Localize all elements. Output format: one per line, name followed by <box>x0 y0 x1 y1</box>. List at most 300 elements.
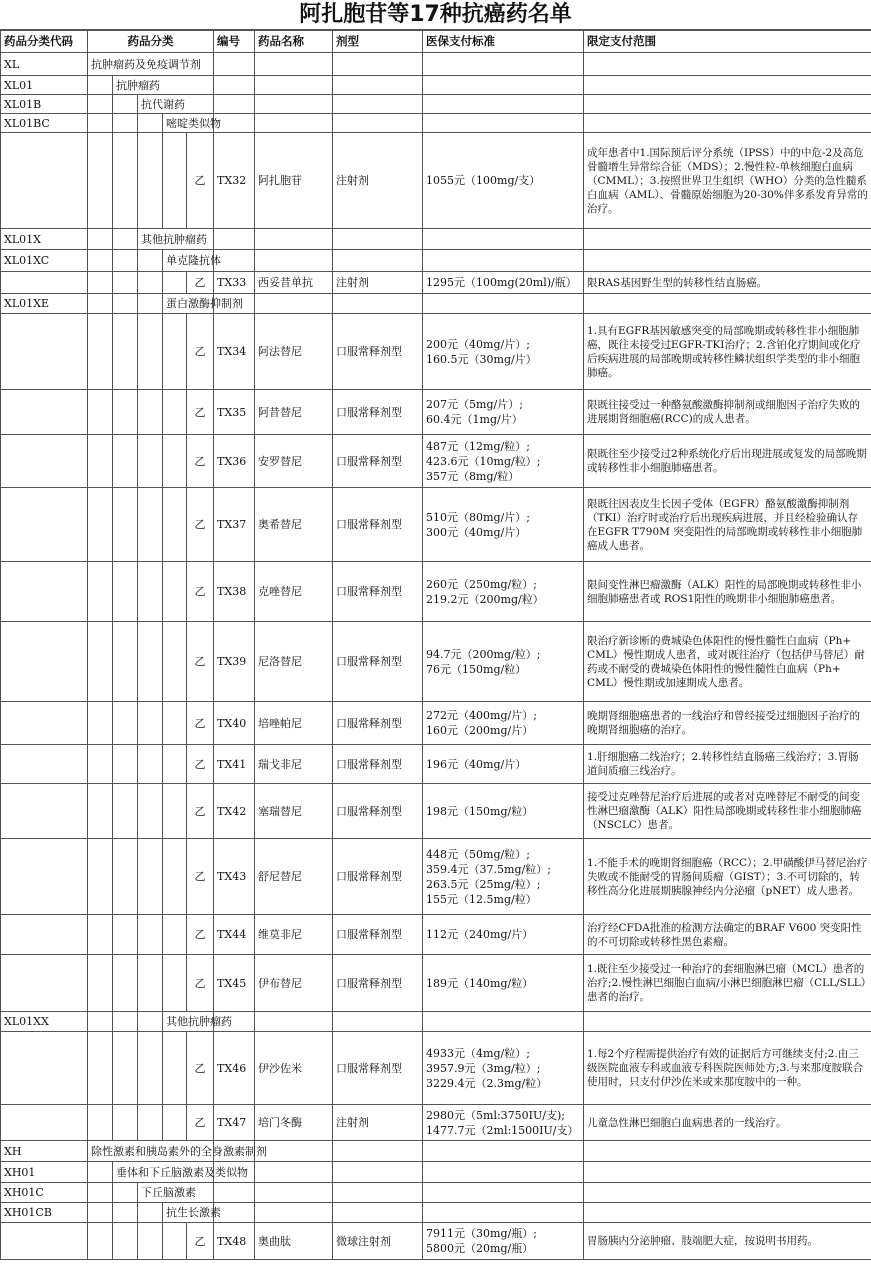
drug-row <box>1 562 871 622</box>
category-label: 嘧啶类似物 <box>163 114 214 133</box>
header-code: 药品分类代码 <box>1 31 88 53</box>
price-line: 4933元（4mg/粒）; <box>426 1046 530 1060</box>
category-row <box>1 76 871 95</box>
code-cell <box>1 390 88 435</box>
price-cell <box>423 784 584 839</box>
price-line: 1477.7元（2ml:1500IU/支） <box>426 1123 579 1137</box>
drug-class: 乙 <box>187 390 214 435</box>
indent-cell <box>138 1012 163 1032</box>
indent-cell <box>88 435 113 488</box>
code-cell <box>1 272 88 294</box>
price-line: 198元（150mg/粒） <box>426 804 534 818</box>
code-cell <box>1 314 88 390</box>
code-cell <box>1 1223 88 1260</box>
drug-class: 乙 <box>187 839 214 915</box>
drug-list-table <box>0 30 871 1260</box>
drug-row <box>1 133 871 229</box>
indent-cell <box>138 915 163 955</box>
category-row <box>1 1183 871 1203</box>
dosage-form: 口服常释剂型 <box>333 839 423 915</box>
empty-price-cell <box>423 114 584 133</box>
indent-cell <box>113 1183 138 1203</box>
category-row <box>1 95 871 114</box>
empty-scope-cell <box>584 114 871 133</box>
price-cell <box>423 915 584 955</box>
price-line: 207元（5mg/片）; <box>426 398 523 411</box>
indent-cell <box>138 955 163 1012</box>
empty-price-cell <box>423 1203 584 1223</box>
category-row <box>1 1141 871 1162</box>
indent-cell <box>88 702 113 745</box>
code-cell <box>1 562 88 622</box>
indent-cell <box>163 955 187 1012</box>
scope-cell: 成年患者中1.国际预后评分系统（IPSS）中的中危-2及高危骨髓增生异常综合征（MDS）；2.慢性粒-单核细胞白血病（CMML）；3.按照世界卫生组织（WHO）分类的急性髓系白血病（AML）、骨髓原始细胞为20-30%伴多系发育异常的治疗。 <box>584 133 871 229</box>
price-cell <box>423 562 584 622</box>
indent-cell <box>113 784 138 839</box>
drug-name: 克唑替尼 <box>255 562 333 622</box>
category-code: XH01C <box>1 1183 88 1203</box>
scope-cell: 接受过克唑替尼治疗后进展的或者对克唑替尼不耐受的间变性淋巴瘤激酶（ALK）阳性局部晚期或转移性非小细胞肺癌（NSCLC）患者。 <box>584 784 871 839</box>
drug-class: 乙 <box>187 955 214 1012</box>
scope-cell: 限间变性淋巴瘤激酶（ALK）阳性的局部晚期或转移性非小细胞肺癌患者或 ROS1阳性的晚期非小细胞肺癌患者。 <box>584 562 871 622</box>
header-price: 医保支付标准 <box>423 31 584 53</box>
indent-cell <box>88 955 113 1012</box>
empty-name-cell <box>255 250 333 272</box>
price-cell <box>423 622 584 702</box>
indent-cell <box>138 1203 163 1223</box>
indent-cell <box>113 702 138 745</box>
category-label: 抗肿瘤药及免疫调节剂 <box>88 53 214 76</box>
price-line: 263.5元（25mg/粒）; <box>426 877 541 891</box>
empty-price-cell <box>423 53 584 76</box>
category-code: XH <box>1 1141 88 1162</box>
category-row <box>1 294 871 314</box>
drug-number: TX45 <box>214 955 255 1012</box>
indent-cell <box>113 294 138 314</box>
empty-price-cell <box>423 95 584 114</box>
empty-scope-cell <box>584 1203 871 1223</box>
indent-cell <box>138 784 163 839</box>
drug-name: 阿昔替尼 <box>255 390 333 435</box>
drug-number: TX43 <box>214 839 255 915</box>
empty-form-cell <box>333 114 423 133</box>
header-category: 药品分类 <box>88 31 214 53</box>
drug-class: 乙 <box>187 784 214 839</box>
indent-cell <box>163 1105 187 1141</box>
indent-cell <box>88 390 113 435</box>
dosage-form: 口服常释剂型 <box>333 390 423 435</box>
document-title: 阿扎胞苷等17种抗癌药名单 <box>0 0 871 30</box>
empty-name-cell <box>255 294 333 314</box>
indent-cell <box>113 133 138 229</box>
drug-name: 塞瑞替尼 <box>255 784 333 839</box>
indent-cell <box>88 314 113 390</box>
indent-cell <box>88 1105 113 1141</box>
drug-number: TX46 <box>214 1032 255 1105</box>
empty-form-cell <box>333 294 423 314</box>
drug-class: 乙 <box>187 1105 214 1141</box>
indent-cell <box>88 622 113 702</box>
indent-cell <box>113 272 138 294</box>
indent-cell <box>163 562 187 622</box>
indent-cell <box>113 95 138 114</box>
drug-class: 乙 <box>187 435 214 488</box>
drug-number: TX40 <box>214 702 255 745</box>
category-label: 抗代谢药 <box>138 95 214 114</box>
empty-name-cell <box>255 1012 333 1032</box>
indent-cell <box>88 562 113 622</box>
indent-cell <box>88 784 113 839</box>
indent-cell <box>138 114 163 133</box>
header-form: 剂型 <box>333 31 423 53</box>
indent-cell <box>88 745 113 784</box>
drug-row <box>1 1032 871 1105</box>
dosage-form: 口服常释剂型 <box>333 702 423 745</box>
code-cell <box>1 784 88 839</box>
code-cell <box>1 955 88 1012</box>
empty-price-cell <box>423 76 584 95</box>
indent-cell <box>88 1203 113 1223</box>
indent-cell <box>113 1105 138 1141</box>
price-cell <box>423 133 584 229</box>
indent-cell <box>113 250 138 272</box>
price-line: 448元（50mg/粒）; <box>426 847 530 861</box>
price-line: 3229.4元（2.3mg/粒） <box>426 1076 548 1090</box>
drug-number: TX39 <box>214 622 255 702</box>
drug-row <box>1 435 871 488</box>
indent-cell <box>88 95 113 114</box>
empty-name-cell <box>255 1183 333 1203</box>
indent-cell <box>163 915 187 955</box>
drug-name: 培唑帕尼 <box>255 702 333 745</box>
drug-class: 乙 <box>187 488 214 562</box>
scope-cell: 1.每2个疗程需提供治疗有效的证据后方可继续支付;2.由三级医院血液专科或血液专科医院医师处方;3.与来那度胺联合使用时，只支付伊沙佐米或来那度胺中的一种。 <box>584 1032 871 1105</box>
indent-cell <box>88 1032 113 1105</box>
indent-cell <box>138 314 163 390</box>
empty-price-cell <box>423 1183 584 1203</box>
indent-cell <box>88 272 113 294</box>
dosage-form: 口服常释剂型 <box>333 314 423 390</box>
drug-row <box>1 915 871 955</box>
indent-cell <box>138 1223 163 1260</box>
drug-number: TX37 <box>214 488 255 562</box>
drug-class: 乙 <box>187 745 214 784</box>
empty-name-cell <box>255 114 333 133</box>
drug-name: 伊沙佐米 <box>255 1032 333 1105</box>
price-line: 5800元（20mg/瓶） <box>426 1242 534 1255</box>
scope-cell: 限既往接受过一种酪氨酸激酶抑制剂或细胞因子治疗失败的进展期肾细胞癌(RCC)的成人患者。 <box>584 390 871 435</box>
indent-cell <box>138 562 163 622</box>
scope-cell: 治疗经CFDA批准的检测方法确定的BRAF V600 突变阳性的不可切除或转移性黑色素瘤。 <box>584 915 871 955</box>
category-label: 抗生长激素 <box>163 1203 214 1223</box>
indent-cell <box>163 272 187 294</box>
category-code: XL01XC <box>1 250 88 272</box>
scope-cell: 儿童急性淋巴细胞白血病患者的一线治疗。 <box>584 1105 871 1141</box>
scope-cell: 限治疗新诊断的费城染色体阳性的慢性髓性白血病（Ph+ CML）慢性期成人患者，或对既往治疗（包括伊马替尼）耐药或不耐受的费城染色体阳性的慢性髓性白血病（Ph+ CML）慢性期或加速期成人患者。 <box>584 622 871 702</box>
price-cell <box>423 390 584 435</box>
scope-cell: 胃肠胰内分泌肿瘤、肢端肥大症，按说明书用药。 <box>584 1223 871 1260</box>
category-code: XL01 <box>1 76 88 95</box>
empty-number-cell <box>214 53 255 76</box>
indent-cell <box>88 1223 113 1260</box>
category-label: 其他抗肿瘤药 <box>138 229 214 250</box>
category-code: XL01BC <box>1 114 88 133</box>
drug-number: TX35 <box>214 390 255 435</box>
price-line: 189元（140mg/粒） <box>426 976 534 990</box>
price-line: 359.4元（37.5mg/粒）; <box>426 862 551 876</box>
empty-form-cell <box>333 95 423 114</box>
price-line: 2980元（5ml:3750IU/支); <box>426 1108 565 1122</box>
drug-class: 乙 <box>187 702 214 745</box>
indent-cell <box>113 622 138 702</box>
drug-class: 乙 <box>187 1223 214 1260</box>
category-code: XH01 <box>1 1162 88 1183</box>
empty-form-cell <box>333 1141 423 1162</box>
category-code: XH01CB <box>1 1203 88 1223</box>
indent-cell <box>163 784 187 839</box>
price-cell <box>423 839 584 915</box>
indent-cell <box>138 622 163 702</box>
indent-cell <box>113 1012 138 1032</box>
empty-scope-cell <box>584 1141 871 1162</box>
indent-cell <box>138 133 163 229</box>
dosage-form: 口服常释剂型 <box>333 784 423 839</box>
indent-cell <box>88 294 113 314</box>
scope-cell: 1.既往至少接受过一种治疗的套细胞淋巴瘤（MCL）患者的治疗;2.慢性淋巴细胞白血病/小淋巴细胞淋巴瘤（CLL/SLL）患者的治疗。 <box>584 955 871 1012</box>
empty-price-cell <box>423 1141 584 1162</box>
indent-cell <box>113 915 138 955</box>
price-line: 76元（150mg/粒） <box>426 662 527 676</box>
category-code: XL01X <box>1 229 88 250</box>
drug-name: 维莫非尼 <box>255 915 333 955</box>
indent-cell <box>113 229 138 250</box>
scope-cell: 限既往至少接受过2种系统化疗后出现进展或复发的局部晚期或转移性非小细胞肺癌患者。 <box>584 435 871 488</box>
price-cell <box>423 955 584 1012</box>
price-line: 357元（8mg/粒） <box>426 469 520 483</box>
drug-number: TX47 <box>214 1105 255 1141</box>
dosage-form: 口服常释剂型 <box>333 488 423 562</box>
category-label: 其他抗肿瘤药 <box>163 1012 214 1032</box>
category-row <box>1 1162 871 1183</box>
indent-cell <box>138 250 163 272</box>
indent-cell <box>113 955 138 1012</box>
drug-row <box>1 1223 871 1260</box>
indent-cell <box>113 745 138 784</box>
indent-cell <box>163 1223 187 1260</box>
empty-form-cell <box>333 1203 423 1223</box>
category-label: 除性激素和胰岛素外的全身激素制剂 <box>88 1141 214 1162</box>
category-row <box>1 53 871 76</box>
code-cell <box>1 435 88 488</box>
category-code: XL01XE <box>1 294 88 314</box>
price-line: 7911元（30mg/瓶）; <box>426 1227 537 1240</box>
dosage-form: 注射剂 <box>333 272 423 294</box>
indent-cell <box>113 562 138 622</box>
empty-form-cell <box>333 229 423 250</box>
price-cell <box>423 488 584 562</box>
drug-name: 尼洛替尼 <box>255 622 333 702</box>
dosage-form: 口服常释剂型 <box>333 915 423 955</box>
drug-row <box>1 622 871 702</box>
empty-form-cell <box>333 1012 423 1032</box>
category-code: XL01B <box>1 95 88 114</box>
category-row <box>1 250 871 272</box>
price-line: 160.5元（30mg/片） <box>426 352 537 366</box>
indent-cell <box>88 915 113 955</box>
scope-cell: 限RAS基因野生型的转移性结直肠癌。 <box>584 272 871 294</box>
indent-cell <box>88 839 113 915</box>
code-cell <box>1 1105 88 1141</box>
empty-name-cell <box>255 1203 333 1223</box>
code-cell <box>1 133 88 229</box>
drug-name: 舒尼替尼 <box>255 839 333 915</box>
dosage-form: 口服常释剂型 <box>333 562 423 622</box>
indent-cell <box>138 1032 163 1105</box>
drug-row <box>1 702 871 745</box>
drug-name: 阿法替尼 <box>255 314 333 390</box>
drug-number: TX42 <box>214 784 255 839</box>
indent-cell <box>138 1105 163 1141</box>
drug-class: 乙 <box>187 622 214 702</box>
indent-cell <box>88 133 113 229</box>
empty-price-cell <box>423 1012 584 1032</box>
price-line: 423.6元（10mg/粒）; <box>426 454 541 468</box>
indent-cell <box>88 1183 113 1203</box>
price-line: 260元（250mg/粒）; <box>426 577 537 591</box>
drug-number: TX36 <box>214 435 255 488</box>
price-line: 196元（40mg/片） <box>426 757 527 771</box>
dosage-form: 口服常释剂型 <box>333 435 423 488</box>
drug-row <box>1 390 871 435</box>
price-cell <box>423 272 584 294</box>
empty-number-cell <box>214 229 255 250</box>
empty-scope-cell <box>584 1162 871 1183</box>
dosage-form: 口服常释剂型 <box>333 745 423 784</box>
price-line: 3957.9元（3mg/粒）; <box>426 1061 541 1075</box>
drug-number: TX41 <box>214 745 255 784</box>
empty-number-cell <box>214 1183 255 1203</box>
indent-cell <box>113 839 138 915</box>
indent-cell <box>88 229 113 250</box>
drug-number: TX38 <box>214 562 255 622</box>
empty-price-cell <box>423 229 584 250</box>
empty-scope-cell <box>584 250 871 272</box>
drug-row <box>1 839 871 915</box>
price-line: 160元（200mg/片） <box>426 724 534 737</box>
indent-cell <box>138 702 163 745</box>
drug-name: 安罗替尼 <box>255 435 333 488</box>
dosage-form: 注射剂 <box>333 1105 423 1141</box>
indent-cell <box>88 1012 113 1032</box>
dosage-form: 口服常释剂型 <box>333 955 423 1012</box>
indent-cell <box>113 390 138 435</box>
empty-form-cell <box>333 1183 423 1203</box>
drug-row <box>1 745 871 784</box>
indent-cell <box>163 133 187 229</box>
dosage-form: 微球注射剂 <box>333 1223 423 1260</box>
drug-class: 乙 <box>187 133 214 229</box>
drug-name: 阿扎胞苷 <box>255 133 333 229</box>
price-cell <box>423 314 584 390</box>
empty-form-cell <box>333 76 423 95</box>
table-body <box>1 53 871 1260</box>
drug-number: TX48 <box>214 1223 255 1260</box>
drug-row <box>1 1105 871 1141</box>
drug-name: 奥希替尼 <box>255 488 333 562</box>
indent-cell <box>113 435 138 488</box>
scope-cell: 限既往因表皮生长因子受体（EGFR）酪氨酸激酶抑制剂（TKI）治疗时或治疗后出现疾病进展，并且经检验确认存在EGFR T790M 突变阳性的局部晚期或转移性非小细胞肺癌成人患者。 <box>584 488 871 562</box>
scope-cell: 1.肝细胞癌二线治疗；2.转移性结直肠癌三线治疗；3.胃肠道间质瘤三线治疗。 <box>584 745 871 784</box>
dosage-form: 注射剂 <box>333 133 423 229</box>
code-cell <box>1 745 88 784</box>
empty-scope-cell <box>584 1183 871 1203</box>
indent-cell <box>113 314 138 390</box>
empty-scope-cell <box>584 53 871 76</box>
empty-scope-cell <box>584 76 871 95</box>
drug-number: TX44 <box>214 915 255 955</box>
category-label: 抗肿瘤药 <box>113 76 214 95</box>
empty-scope-cell <box>584 95 871 114</box>
indent-cell <box>113 114 138 133</box>
empty-scope-cell <box>584 229 871 250</box>
code-cell <box>1 915 88 955</box>
price-line: 219.2元（200mg/粒） <box>426 592 544 606</box>
drug-number: TX33 <box>214 272 255 294</box>
empty-name-cell <box>255 53 333 76</box>
drug-class: 乙 <box>187 1032 214 1105</box>
drug-class: 乙 <box>187 272 214 294</box>
drug-number: TX32 <box>214 133 255 229</box>
price-line: 112元（240mg/片） <box>426 928 534 941</box>
drug-row <box>1 314 871 390</box>
category-label: 蛋白激酶抑制剂 <box>163 294 214 314</box>
code-cell <box>1 488 88 562</box>
drug-row <box>1 488 871 562</box>
code-cell <box>1 1032 88 1105</box>
empty-name-cell <box>255 95 333 114</box>
price-cell <box>423 1223 584 1260</box>
drug-row <box>1 272 871 294</box>
indent-cell <box>163 390 187 435</box>
scope-cell: 1.不能手术的晚期肾细胞癌（RCC）；2.甲磺酸伊马替尼治疗失败或不能耐受的胃肠间质瘤（GIST）；3.不可切除的，转移性高分化进展期胰腺神经内分泌瘤（pNET）成人患者。 <box>584 839 871 915</box>
indent-cell <box>113 1203 138 1223</box>
price-line: 94.7元（200mg/粒）; <box>426 647 541 661</box>
price-line: 510元（80mg/片）; <box>426 510 530 524</box>
empty-form-cell <box>333 53 423 76</box>
category-code: XL01XX <box>1 1012 88 1032</box>
empty-price-cell <box>423 294 584 314</box>
price-line: 1055元（100mg/支） <box>426 174 541 187</box>
indent-cell <box>138 435 163 488</box>
drug-number: TX34 <box>214 314 255 390</box>
indent-cell <box>88 76 113 95</box>
drug-name: 奥曲肽 <box>255 1223 333 1260</box>
price-line: 155元（12.5mg/粒） <box>426 892 537 906</box>
indent-cell <box>138 488 163 562</box>
indent-cell <box>163 622 187 702</box>
category-row <box>1 1203 871 1223</box>
price-line: 272元（400mg/片）; <box>426 709 537 722</box>
price-line: 1295元（100mg(20ml)/瓶） <box>426 276 577 289</box>
category-label: 下丘脑激素 <box>138 1183 214 1203</box>
scope-cell: 1.具有EGFR基因敏感突变的局部晚期或转移性非小细胞肺癌，既往未接受过EGFR-TKI治疗；2.含铂化疗期间或化疗后疾病进展的局部晚期或转移性鳞状组织学类型的非小细胞肺癌。 <box>584 314 871 390</box>
empty-name-cell <box>255 229 333 250</box>
indent-cell <box>88 1162 113 1183</box>
price-cell <box>423 702 584 745</box>
indent-cell <box>88 488 113 562</box>
code-cell <box>1 839 88 915</box>
code-cell <box>1 702 88 745</box>
